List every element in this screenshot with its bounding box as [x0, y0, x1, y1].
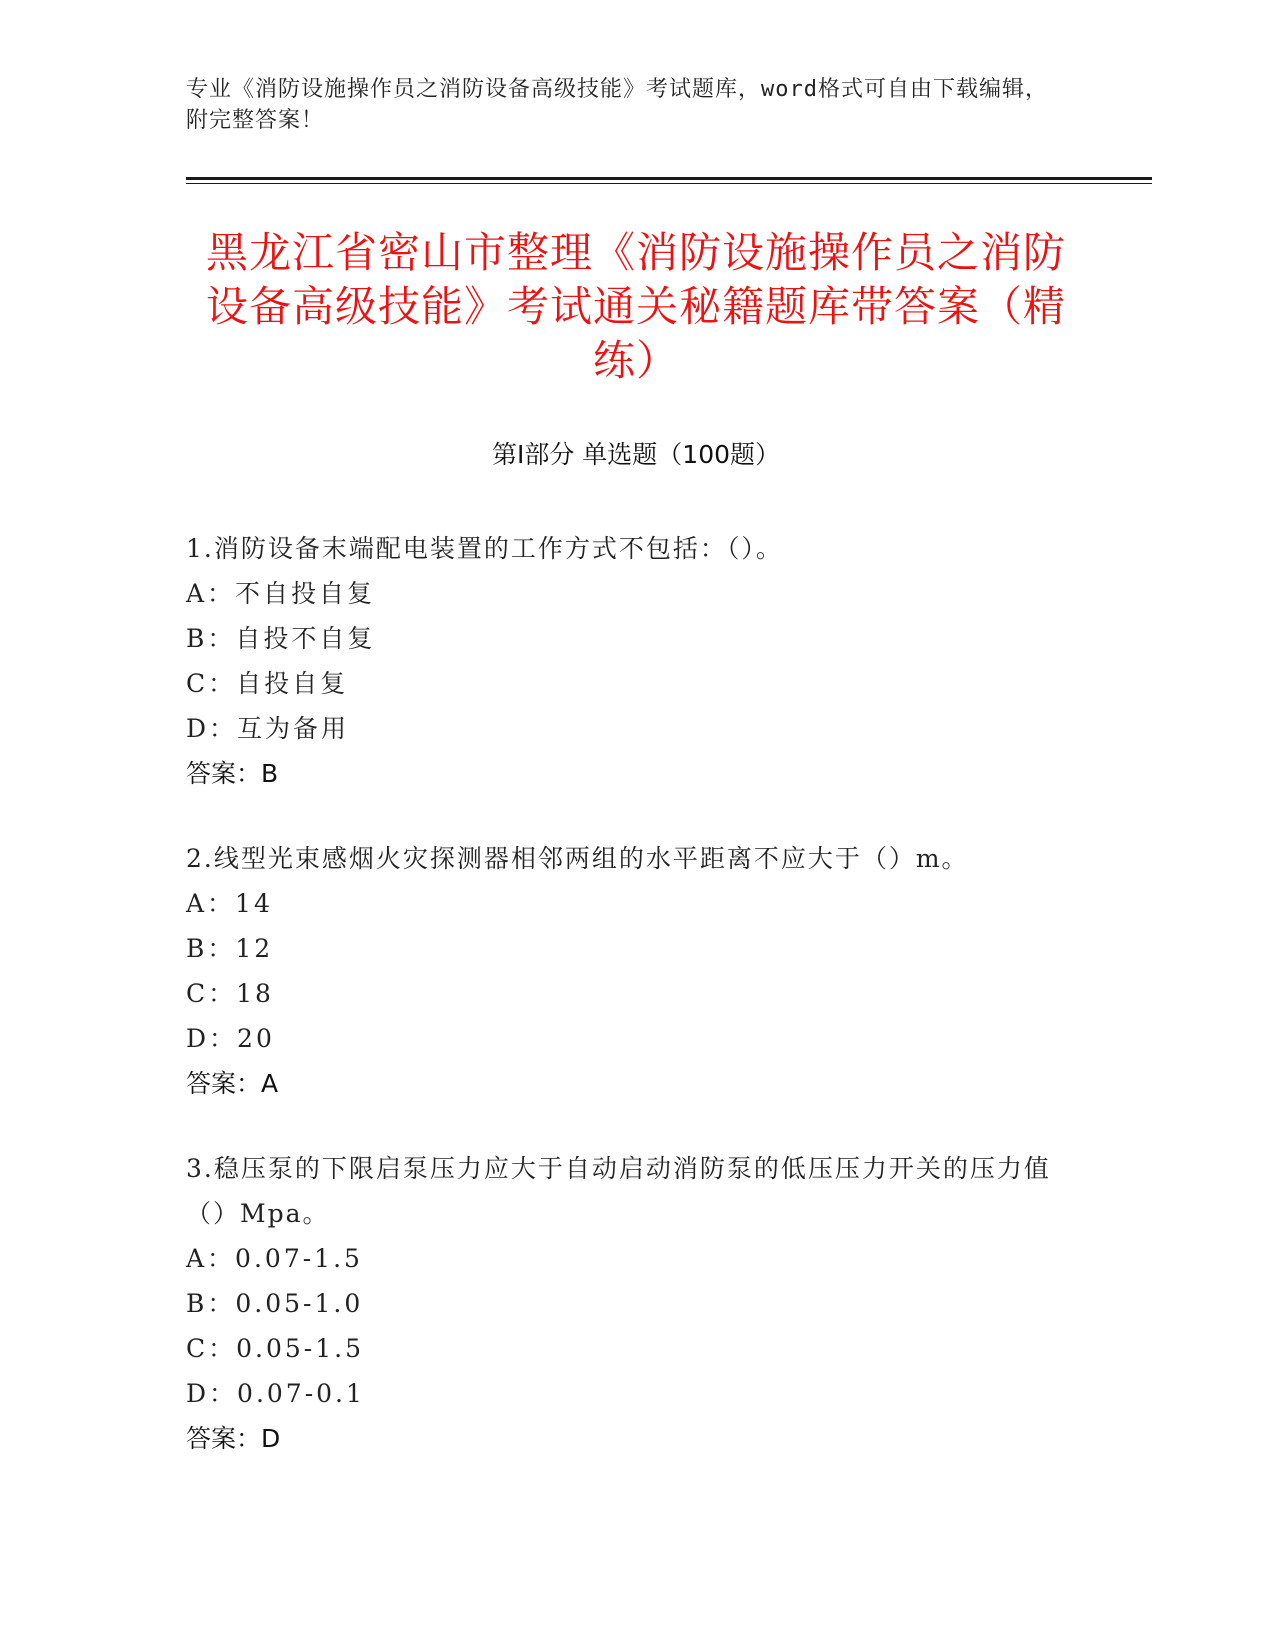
option-b: B：自投不自复 — [186, 624, 376, 653]
option-b: B：12 — [186, 934, 274, 963]
question-stem: 1.消防设备末端配电装置的工作方式不包括：（）。 — [186, 534, 783, 563]
question-list — [186, 526, 1066, 1501]
header-divider-thin — [186, 183, 1152, 184]
question-item — [186, 526, 1066, 796]
header-note: 专业《消防设施操作员之消防设备高级技能》考试题库，word格式可自由下载编辑，附完整答案！ — [186, 77, 1048, 133]
option-a: A：不自投自复 — [186, 579, 376, 608]
option-a: A：14 — [186, 889, 273, 918]
option-d: D：互为备用 — [186, 714, 350, 743]
answer-text: 答案：D — [186, 1424, 281, 1453]
question-item — [186, 1146, 1066, 1461]
option-c: C：自投自复 — [186, 669, 349, 698]
answer-text: 答案：A — [186, 1069, 279, 1098]
option-c: C：0.05-1.5 — [186, 1334, 364, 1363]
question-item — [186, 836, 1066, 1106]
header-divider — [186, 177, 1152, 180]
question-stem: 3.稳压泵的下限启泵压力应大于自动启动消防泵的低压压力开关的压力值（）Mpa。 — [186, 1154, 1051, 1228]
option-d: D：0.07-0.1 — [186, 1379, 365, 1408]
option-a: A：0.07-1.5 — [186, 1244, 363, 1273]
section-heading: 第Ⅰ部分 单选题（100题） — [491, 440, 781, 469]
option-d: D：20 — [186, 1024, 275, 1053]
option-c: C：18 — [186, 979, 274, 1008]
question-stem: 2.线型光束感烟火灾探测器相邻两组的水平距离不应大于（）m。 — [186, 844, 969, 873]
answer-text: 答案：B — [186, 759, 279, 788]
document-title: 黑龙江省密山市整理《消防设施操作员之消防设备高级技能》考试通关秘籍题库带答案（精练） — [205, 228, 1066, 385]
option-b: B：0.05-1.0 — [186, 1289, 364, 1318]
